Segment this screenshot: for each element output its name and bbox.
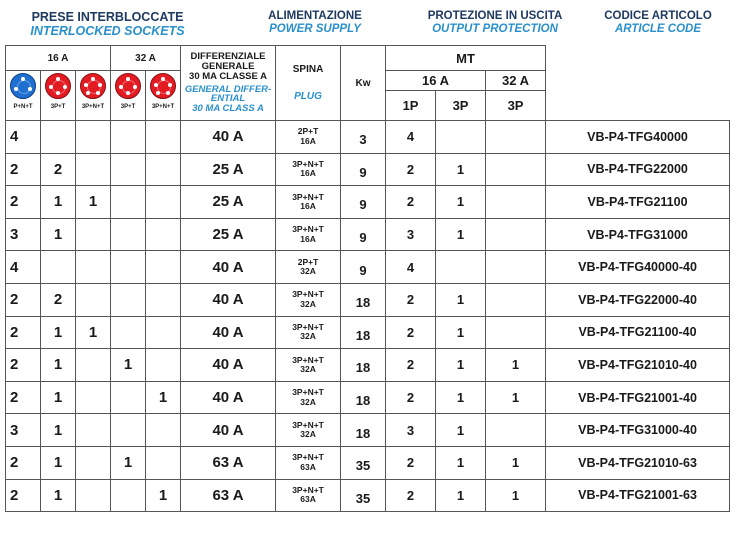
header-protection: [420, 10, 570, 36]
plug-rating: 32A: [300, 331, 316, 342]
plug-rating: 32A: [300, 363, 316, 374]
kw-value: 18: [341, 414, 386, 447]
mt-1p-header: 1P: [386, 91, 436, 121]
mt-16a-3p-value: 1: [436, 381, 486, 414]
mt-32a-3p-value: [486, 414, 546, 447]
table-row: [6, 251, 730, 284]
code-header-cell: [546, 46, 730, 121]
product-table: [5, 45, 730, 512]
article-code: VB-P4-TFG21100: [546, 186, 730, 219]
sockets-32a-3pt: [111, 251, 146, 284]
sockets-16a-3pt: 1: [41, 381, 76, 414]
article-code: VB-P4-TFG40000-40: [546, 251, 730, 284]
mt-32a-3p-value: [486, 251, 546, 284]
sockets-16a-3pt: 1: [41, 186, 76, 219]
mt-16a-3p-value: 1: [436, 316, 486, 349]
plug-type: 3P+N+T: [292, 419, 324, 430]
mt-32a-3p-value: [486, 316, 546, 349]
plug-header-it: SPINA: [292, 64, 324, 75]
sockets-16a-3pnt: [76, 446, 111, 479]
sockets-16a-3pnt: [76, 414, 111, 447]
socket-col-5: [146, 71, 181, 121]
sockets-16a-pnt: 3: [6, 414, 41, 447]
mt-16a-1p-value: 2: [386, 381, 436, 414]
mt-16a-3p-value: [436, 121, 486, 154]
plug-type: 3P+N+T: [292, 159, 324, 170]
mt-32a-3p-value: [486, 283, 546, 316]
plug-value: [276, 381, 341, 414]
mt-16a-3p-value: [436, 251, 486, 284]
mt-32a-3p-value: 1: [486, 446, 546, 479]
plug-type: 3P+N+T: [292, 289, 324, 300]
mt-16a-1p-value: 4: [386, 251, 436, 284]
mt-16a-1p-value: 2: [386, 446, 436, 479]
sockets-32a-3pt: [111, 479, 146, 512]
sockets-32a-3pt: 1: [111, 349, 146, 382]
mt-16a-header: 16 A: [386, 71, 486, 91]
plug-value: [276, 479, 341, 512]
sockets-32a-3pt: [111, 153, 146, 186]
mt-16a-1p-value: 2: [386, 349, 436, 382]
red-socket-icon: [150, 73, 176, 99]
plug-rating: 16A: [300, 168, 316, 179]
differential-value: 40 A: [181, 251, 276, 284]
article-code: VB-P4-TFG31000: [546, 218, 730, 251]
mt-16a-3p-value: 1: [436, 479, 486, 512]
mt-16a-1p-value: 2: [386, 283, 436, 316]
kw-value: 35: [341, 446, 386, 479]
socket-col-3: [76, 71, 111, 121]
mt-32a-3p-value: [486, 218, 546, 251]
header-power-it: ALIMENTAZIONE: [268, 10, 362, 22]
header-sockets-en: INTERLOCKED SOCKETS: [30, 24, 185, 39]
mt-16a-1p-value: 3: [386, 414, 436, 447]
socket-type-4: 3P+T: [120, 104, 136, 110]
red-socket-icon: [45, 73, 71, 99]
sockets-32a-3pt: [111, 218, 146, 251]
sockets-16a-pnt: 2: [6, 349, 41, 382]
article-code: VB-P4-TFG22000: [546, 153, 730, 186]
plug-type: 3P+N+T: [292, 484, 324, 495]
sockets-16a-3pt: 1: [41, 218, 76, 251]
mt-32a-3p-value: 1: [486, 479, 546, 512]
sockets-16a-3pt: [41, 121, 76, 154]
table-row: [6, 186, 730, 219]
header-code-en: ARTICLE CODE: [614, 23, 702, 36]
plug-value: [276, 121, 341, 154]
sockets-16a-3pt: 1: [41, 479, 76, 512]
sockets-16a-3pt: [41, 251, 76, 284]
sockets-16a-pnt: 2: [6, 381, 41, 414]
table-row: [6, 414, 730, 447]
kw-value: 18: [341, 316, 386, 349]
plug-rating: 32A: [300, 298, 316, 309]
mt-16a-3p-value: 1: [436, 414, 486, 447]
article-code: VB-P4-TFG40000: [546, 121, 730, 154]
kw-value: 18: [341, 349, 386, 382]
mt-16a-3p-value: 1: [436, 186, 486, 219]
group-32a-header: 32 A: [111, 46, 181, 71]
socket-type-1: P+N+T: [13, 104, 33, 110]
mt-16a-3p-value: 1: [436, 153, 486, 186]
kw-value: 3: [341, 121, 386, 154]
sockets-32a-3pnt: [146, 316, 181, 349]
header-code-it: CODICE ARTICOLO: [604, 10, 712, 22]
table-row: [6, 349, 730, 382]
plug-value: [276, 153, 341, 186]
plug-type: 3P+N+T: [292, 322, 324, 333]
plug-type: 3P+N+T: [292, 452, 324, 463]
sockets-32a-3pt: 1: [111, 446, 146, 479]
table-row: [6, 283, 730, 316]
sockets-16a-pnt: 2: [6, 446, 41, 479]
differential-header: [181, 46, 276, 121]
mt-32a-3p-value: 1: [486, 349, 546, 382]
plug-type: 3P+N+T: [292, 354, 324, 365]
sockets-32a-3pnt: [146, 446, 181, 479]
mt-16a-3p-value: 1: [436, 218, 486, 251]
diff-it-line3: 30 MA CLASSE A: [189, 70, 267, 82]
socket-type-3: 3P+N+T: [81, 104, 105, 110]
plug-value: [276, 186, 341, 219]
plug-rating: 32A: [300, 266, 316, 277]
plug-rating: 63A: [300, 494, 316, 505]
sockets-32a-3pt: [111, 414, 146, 447]
differential-value: 40 A: [181, 283, 276, 316]
plug-header-en: PLUG: [294, 91, 322, 102]
plug-value: [276, 414, 341, 447]
mt-32a-header: 32 A: [486, 71, 546, 91]
differential-value: 25 A: [181, 153, 276, 186]
plug-value: [276, 251, 341, 284]
sockets-32a-3pt: [111, 316, 146, 349]
differential-value: 40 A: [181, 121, 276, 154]
socket-col-1: [6, 71, 41, 121]
sockets-16a-pnt: 4: [6, 121, 41, 154]
sockets-16a-3pnt: [76, 121, 111, 154]
red-socket-icon: [80, 73, 106, 99]
sockets-32a-3pnt: [146, 283, 181, 316]
sockets-32a-3pnt: [146, 251, 181, 284]
sockets-32a-3pnt: [146, 349, 181, 382]
sockets-16a-3pnt: [76, 283, 111, 316]
red-socket-icon: [115, 73, 141, 99]
sockets-16a-3pt: 2: [41, 283, 76, 316]
kw-value: 9: [341, 251, 386, 284]
table-row: [6, 153, 730, 186]
sockets-16a-pnt: 4: [6, 251, 41, 284]
diff-en-line3: 30 MA CLASS A: [192, 103, 264, 115]
sockets-16a-3pt: 1: [41, 446, 76, 479]
kw-value: 9: [341, 153, 386, 186]
mt-32a-3p-header: 3P: [486, 91, 546, 121]
sockets-16a-3pnt: [76, 218, 111, 251]
diff-it-line1: DIFFERENZIALE: [190, 50, 266, 62]
sockets-16a-pnt: 2: [6, 283, 41, 316]
differential-value: 63 A: [181, 446, 276, 479]
plug-rating: 63A: [300, 461, 316, 472]
differential-value: 40 A: [181, 381, 276, 414]
plug-value: [276, 218, 341, 251]
table-row: [6, 121, 730, 154]
plug-header: [276, 46, 341, 121]
mt-16a-3p-value: 1: [436, 283, 486, 316]
socket-col-4: [111, 71, 146, 121]
kw-value: 9: [341, 218, 386, 251]
table-row: [6, 446, 730, 479]
mt-16a-1p-value: 2: [386, 479, 436, 512]
sockets-16a-3pt: 1: [41, 316, 76, 349]
article-code: VB-P4-TFG21001-63: [546, 479, 730, 512]
diff-it-line2: GENERALE: [201, 60, 255, 72]
differential-value: 40 A: [181, 349, 276, 382]
blue-socket-icon: [10, 73, 36, 99]
header-power: [252, 10, 378, 36]
sockets-16a-3pnt: 1: [76, 186, 111, 219]
article-code: VB-P4-TFG21001-40: [546, 381, 730, 414]
mt-3p-header: 3P: [436, 91, 486, 121]
group-16a-header: 16 A: [6, 46, 111, 71]
plug-type: 3P+N+T: [292, 387, 324, 398]
article-code: VB-P4-TFG21010-40: [546, 349, 730, 382]
sockets-32a-3pt: [111, 186, 146, 219]
socket-type-5: 3P+N+T: [151, 104, 175, 110]
article-code: VB-P4-TFG31000-40: [546, 414, 730, 447]
table-row: [6, 218, 730, 251]
sockets-32a-3pnt: [146, 186, 181, 219]
sockets-16a-pnt: 2: [6, 316, 41, 349]
mt-16a-3p-value: 1: [436, 349, 486, 382]
plug-type: 3P+N+T: [292, 224, 324, 235]
sockets-32a-3pnt: [146, 414, 181, 447]
header-sockets: [10, 10, 205, 39]
differential-value: 40 A: [181, 414, 276, 447]
sockets-32a-3pnt: [146, 121, 181, 154]
plug-rating: 16A: [300, 135, 316, 146]
sockets-16a-3pnt: [76, 251, 111, 284]
table-row: [6, 316, 730, 349]
mt-16a-3p-value: 1: [436, 446, 486, 479]
plug-value: [276, 349, 341, 382]
sockets-16a-3pnt: 1: [76, 316, 111, 349]
sockets-16a-3pnt: [76, 381, 111, 414]
sockets-16a-pnt: 3: [6, 218, 41, 251]
sockets-16a-pnt: 2: [6, 153, 41, 186]
plug-value: [276, 446, 341, 479]
header-protection-en: OUTPUT PROTECTION: [432, 23, 558, 36]
differential-value: 25 A: [181, 218, 276, 251]
sockets-16a-pnt: 2: [6, 186, 41, 219]
socket-col-2: [41, 71, 76, 121]
header-sockets-it: PRESE INTERBLOCCATE: [31, 10, 184, 24]
header-power-en: POWER SUPPLY: [269, 23, 361, 36]
differential-value: 40 A: [181, 316, 276, 349]
sockets-32a-3pt: [111, 381, 146, 414]
article-code: VB-P4-TFG21010-63: [546, 446, 730, 479]
sockets-32a-3pnt: 1: [146, 479, 181, 512]
mt-32a-3p-value: [486, 186, 546, 219]
article-code: VB-P4-TFG21100-40: [546, 316, 730, 349]
differential-value: 25 A: [181, 186, 276, 219]
article-code: VB-P4-TFG22000-40: [546, 283, 730, 316]
diff-en-line1: GENERAL DIFFER-: [184, 83, 272, 95]
differential-value: 63 A: [181, 479, 276, 512]
sockets-16a-3pt: 1: [41, 349, 76, 382]
plug-rating: 16A: [300, 200, 316, 211]
sockets-32a-3pnt: [146, 218, 181, 251]
plug-rating: 32A: [300, 429, 316, 440]
kw-header: Kw: [341, 46, 386, 121]
kw-value: 35: [341, 479, 386, 512]
sockets-32a-3pnt: [146, 153, 181, 186]
plug-rating: 32A: [300, 396, 316, 407]
socket-type-2: 3P+T: [50, 104, 66, 110]
sockets-16a-3pnt: [76, 479, 111, 512]
mt-32a-3p-value: [486, 153, 546, 186]
mt-16a-1p-value: 2: [386, 186, 436, 219]
sockets-16a-3pnt: [76, 153, 111, 186]
kw-value: 9: [341, 186, 386, 219]
sockets-32a-3pt: [111, 121, 146, 154]
diff-en-line2: ENTIAL: [210, 93, 246, 105]
plug-type: 2P+T: [297, 256, 319, 267]
mt-16a-1p-value: 3: [386, 218, 436, 251]
plug-type: 2P+T: [297, 126, 319, 137]
plug-type: 3P+N+T: [292, 191, 324, 202]
mt-16a-1p-value: 4: [386, 121, 436, 154]
kw-value: 18: [341, 381, 386, 414]
table-row: [6, 479, 730, 512]
plug-value: [276, 283, 341, 316]
sockets-32a-3pnt: 1: [146, 381, 181, 414]
mt-32a-3p-value: 1: [486, 381, 546, 414]
mt-16a-1p-value: 2: [386, 316, 436, 349]
sockets-16a-3pt: 2: [41, 153, 76, 186]
sockets-16a-3pnt: [76, 349, 111, 382]
plug-value: [276, 316, 341, 349]
sockets-32a-3pt: [111, 283, 146, 316]
mt-32a-3p-value: [486, 121, 546, 154]
header-code: [588, 10, 728, 36]
sockets-16a-pnt: 2: [6, 479, 41, 512]
table-row: [6, 381, 730, 414]
mt-header: MT: [386, 46, 546, 71]
plug-rating: 16A: [300, 233, 316, 244]
kw-value: 18: [341, 283, 386, 316]
header-protection-it: PROTEZIONE IN USCITA: [427, 10, 563, 22]
sockets-16a-3pt: 1: [41, 414, 76, 447]
mt-16a-1p-value: 2: [386, 153, 436, 186]
